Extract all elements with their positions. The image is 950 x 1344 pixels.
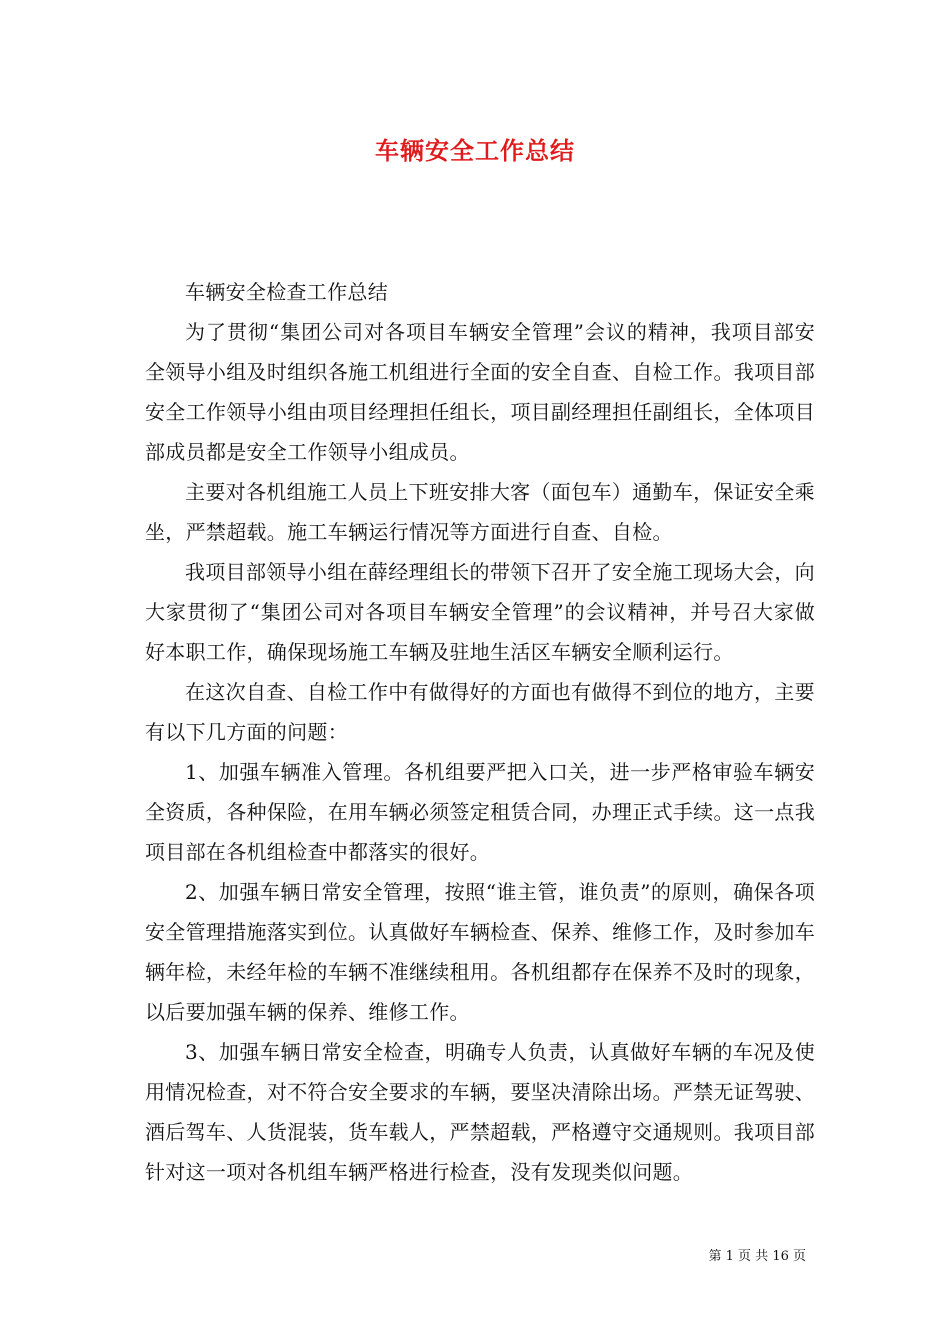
paragraph: 我项目部领导小组在薛经理组长的带领下召开了安全施工现场大会，向大家贯彻了“集团公司对各项目车辆安全管理”的会议精神，并号召大家做好本职工作，确保现场施工车辆及驻地生活区车辆安全顺利运行。 — [145, 560, 815, 664]
paragraph: 2、加强车辆日常安全管理，按照“谁主管，谁负责”的原则，确保各项安全管理措施落实到位。认真做好车辆检查、保养、维修工作，及时参加车辆年检，未经年检的车辆不准继续租用。各机组都存在保养不及时的现象，以后要加强车辆的保养、维修工作。 — [145, 880, 815, 1024]
paragraph: 为了贯彻“集团公司对各项目车辆安全管理”会议的精神，我项目部安全领导小组及时组织各施工机组进行全面的安全自查、自检工作。我项目部安全工作领导小组由项目经理担任组长，项目副经理担任副组长，全体项目部成员都是安全工作领导小组成员。 — [145, 320, 815, 464]
document-body — [145, 272, 815, 1192]
paragraph: 1、加强车辆准入管理。各机组要严把入口关，进一步严格审验车辆安全资质，各种保险，在用车辆必须签定租赁合同，办理正式手续。这一点我项目部在各机组检查中都落实的很好。 — [145, 760, 815, 864]
paragraph: 3、加强车辆日常安全检查，明确专人负责，认真做好车辆的车况及使用情况检查，对不符合安全要求的车辆，要坚决清除出场。严禁无证驾驶、酒后驾车、人货混装，货车载人，严禁超载，严格遵守交通规则。我项目部针对这一项对各机组车辆严格进行检查，没有发现类似问题。 — [145, 1040, 815, 1184]
paragraph: 主要对各机组施工人员上下班安排大客（面包车）通勤车，保证安全乘坐，严禁超载。施工车辆运行情况等方面进行自查、自检。 — [145, 480, 815, 544]
page-number-footer: 第 1 页 共 16 页 — [708, 1249, 806, 1264]
paragraph: 在这次自查、自检工作中有做得好的方面也有做得不到位的地方，主要有以下几方面的问题： — [145, 680, 815, 744]
document-title: 车辆安全工作总结 — [375, 136, 575, 165]
section-heading: 车辆安全检查工作总结 — [185, 280, 388, 304]
